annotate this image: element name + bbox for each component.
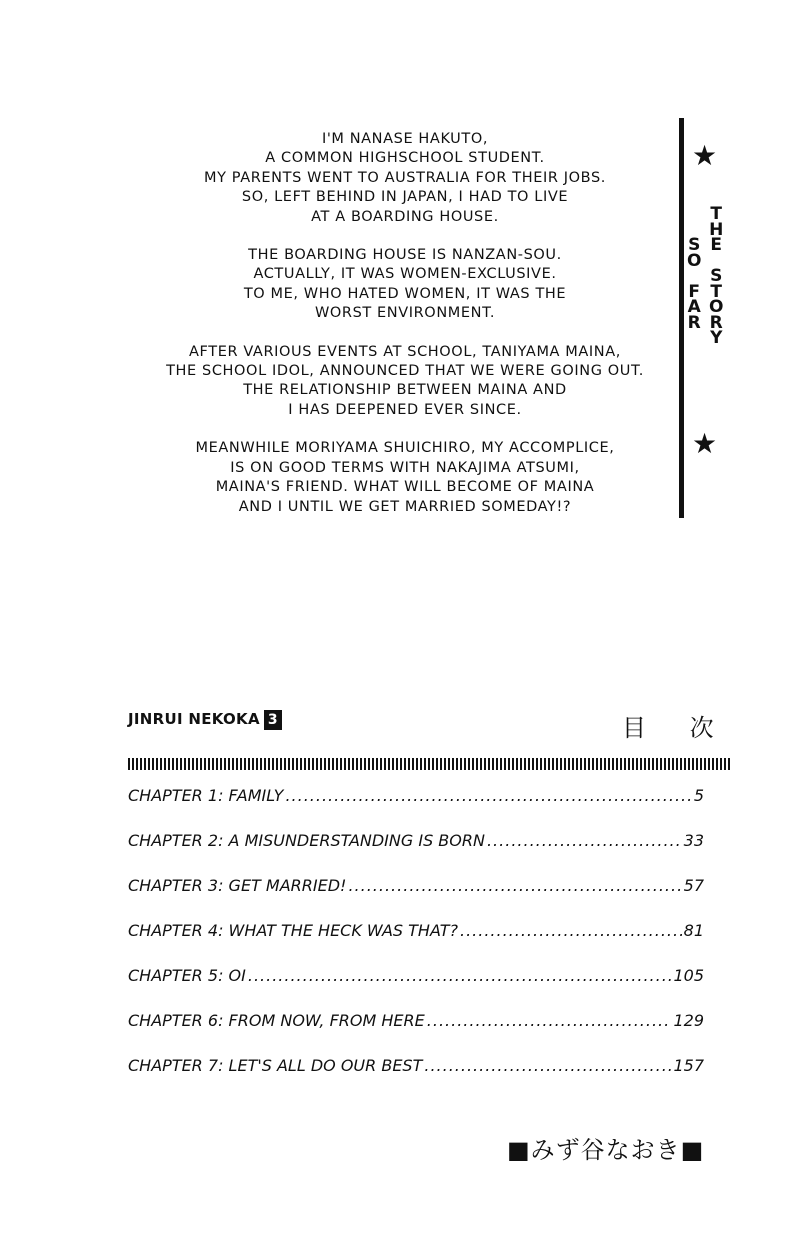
chapter-title: CHAPTER 7: LET'S ALL DO OUR BEST (128, 1056, 423, 1075)
divider-ruler (128, 758, 732, 770)
story-paragraph-1 (150, 130, 660, 227)
story-line: THE RELATIONSHIP BETWEEN MAINA AND (243, 382, 567, 399)
toc-item (128, 921, 704, 966)
page-number: 81 (683, 921, 704, 940)
book-title (128, 710, 282, 730)
story-paragraph-3 (150, 343, 660, 421)
story-line: AND I UNTIL WE GET MARRIED SOMEDAY!? (238, 498, 572, 515)
story-so-far-text (150, 130, 660, 536)
story-paragraph-4 (150, 439, 660, 517)
sidebar-title-letter: R (687, 312, 701, 333)
toc-item (128, 831, 704, 876)
story-line: WORST ENVIRONMENT. (314, 305, 496, 322)
toc-heading: 目 次 (622, 714, 732, 742)
page-number: 5 (693, 786, 704, 805)
page-number: 129 (673, 1011, 704, 1030)
story-line: THE BOARDING HOUSE IS NANZAN-SOU. (248, 247, 562, 264)
story-line: MEANWHILE MORIYAMA SHUICHIRO, MY ACCOMPLICE, (195, 440, 615, 457)
sidebar-title-letter: E (710, 235, 723, 255)
story-line: AFTER VARIOUS EVENTS AT SCHOOL, TANIYAMA MAINA, (189, 343, 621, 360)
story-line: TO ME, WHO HATED WOMEN, IT WAS THE (243, 285, 567, 302)
chapter-title: CHAPTER 3: GET MARRIED! (128, 876, 347, 895)
star-icon: ★ (692, 427, 718, 460)
book-title-text: JINRUI NEKOKA (128, 710, 260, 728)
story-line: AT A BOARDING HOUSE. (311, 208, 499, 225)
sidebar-title-letter: S (710, 266, 723, 286)
leader-dots (487, 831, 682, 850)
story-line: MAINA'S FRIEND. WHAT WILL BECOME OF MAINA (215, 479, 595, 496)
toc-item (128, 1056, 704, 1101)
toc-item (128, 786, 704, 831)
leader-dots (427, 1011, 672, 1030)
chapter-title: CHAPTER 6: FROM NOW, FROM HERE (128, 1011, 425, 1030)
story-line: IS ON GOOD TERMS WITH NAKAJIMA ATSUMI, (230, 459, 580, 476)
story-line: MY PARENTS WENT TO AUSTRALIA FOR THEIR JOBS. (204, 169, 606, 186)
sidebar-title-so-far (687, 235, 702, 333)
page-number: 57 (683, 876, 704, 895)
story-line: THE SCHOOL IDOL, ANNOUNCED THAT WE WERE GOING OUT. (166, 363, 644, 380)
volume-badge: 3 (264, 710, 282, 730)
leader-dots (460, 921, 682, 940)
chapter-title: CHAPTER 2: A MISUNDERSTANDING IS BORN (128, 831, 485, 850)
leader-dots (285, 786, 691, 805)
page-number: 33 (683, 831, 704, 850)
sidebar-title-letter: F (688, 281, 701, 302)
toc-item (128, 1011, 704, 1056)
sidebar-title-letter: A (687, 297, 701, 317)
story-paragraph-2 (150, 246, 660, 324)
story-line: SO, LEFT BEHIND IN JAPAN, I HAD TO LIVE (241, 189, 569, 206)
sidebar-title-letter: R (709, 312, 723, 333)
page-number: 105 (673, 966, 704, 985)
vertical-divider (679, 118, 684, 518)
leader-dots (424, 1056, 671, 1075)
sidebar-title-the-story (709, 204, 724, 348)
author-name: ■みず谷なおき■ (507, 1136, 705, 1164)
page-number: 157 (673, 1056, 704, 1075)
sidebar-title-letter: O (687, 250, 702, 271)
story-line: I'M NANASE HAKUTO, (321, 131, 489, 147)
toc-item (128, 966, 704, 1011)
story-line: A COMMON HIGHSCHOOL STUDENT. (265, 150, 545, 167)
sidebar-title-letter: O (709, 297, 724, 317)
sidebar-title-letter: T (710, 281, 723, 302)
sidebar-title-letter: H (709, 219, 724, 240)
chapter-title: CHAPTER 5: OI (128, 966, 246, 985)
star-icon: ★ (692, 139, 718, 172)
sidebar-title-letter: T (710, 204, 723, 224)
toc-item (128, 876, 704, 921)
chapter-title: CHAPTER 4: WHAT THE HECK WAS THAT? (128, 921, 458, 940)
table-of-contents (128, 786, 704, 1101)
leader-dots (248, 966, 672, 985)
chapter-title: CHAPTER 1: FAMILY (128, 786, 284, 805)
sidebar-title-letter: S (688, 235, 701, 255)
leader-dots (348, 876, 681, 895)
sidebar-title-letter: Y (710, 328, 723, 348)
story-line: ACTUALLY, IT WAS WOMEN-EXCLUSIVE. (253, 266, 557, 283)
story-line: I HAS DEEPENED EVER SINCE. (288, 401, 522, 418)
